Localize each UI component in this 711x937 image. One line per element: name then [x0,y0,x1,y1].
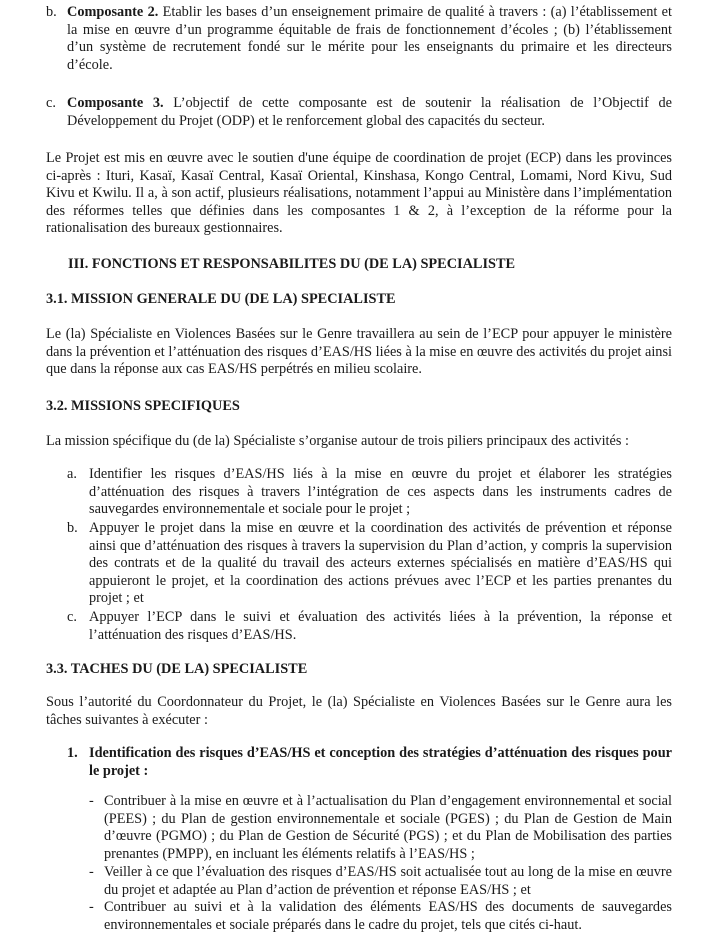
section-3-2-title: 3.2. MISSIONS SPECIFIQUES [46,398,240,414]
section-3-2-intro [46,433,672,451]
task-1-marker: 1. [67,745,78,761]
bullet-1-marker: - [89,793,94,809]
pillar-c [89,609,672,644]
pillar-c-text: Appuyer l’ECP dans le suivi et évaluation des activités liées à la prévention, la réponse et l’atténuation des risques d’EAS/HS. [89,609,672,643]
list-marker-b: b. [46,4,57,20]
section-3-3-title: 3.3. TACHES DU (DE LA) SPECIALISTE [46,661,308,677]
component-3-text: L’objectif de cette composante est de soutenir la réalisation de l’Objectif de Développement du Projet (ODP) et le renforcement global des capacités du secteur. [67,95,672,129]
project-paragraph-text: Le Projet est mis en œuvre avec le soutien d'une équipe de coordination de projet (ECP) dans les provinces ci-après : Ituri, Kasaï, Kasaï Central, Kasaï Oriental, Kinshasa, Kongo Central, Lomami, Nord Kivu, Sud Kivu et Kwilu. Il a, à son actif, plusieurs réalisations, notamment l’appui au Ministère dans l’implémentation des réformes telles que définies dans les composantes 1 & 2, à l’exception de la réforme pour la rationalisation des bureaux gestionnaires. [46,150,672,237]
pillar-b-marker: b. [67,520,78,536]
pillar-a-text: Identifier les risques d’EAS/HS liés à la mise en œuvre du projet et élaborer les stratégies d’atténuation des risques à travers l’intégration de ces aspects dans les instruments cadres de sauvegardes environnementale et sociale pour le projet ; [89,466,672,518]
section-3-title: III. FONCTIONS ET RESPONSABILITES DU (DE LA) SPECIALISTE [68,256,516,272]
bullet-3-marker: - [89,899,94,915]
bullet-2-text: Veiller à ce que l’évaluation des risques d’EAS/HS soit actualisée tout au long de la mise en œuvre du projet et adaptée au Plan d’action de prévention et réponse EAS/HS ; et [104,864,672,898]
section-3-3-intro [46,694,672,729]
pillar-b-text: Appuyer le projet dans la mise en œuvre et la coordination des activités de prévention et réponse ainsi que d’atténuation des risques à travers la supervision du Plan d’action, y compris la supervision des contrats et de la qualité du travail des acteurs externes spécialisés en matière d’EAS/HS qui appuieront le projet, et la coordination des actions prévues avec l’ECP et les parties prenantes du projet ; et [89,520,672,607]
list-marker-c: c. [46,95,56,111]
task-1-title [89,745,672,780]
bullet-1 [104,793,672,863]
component-3-label: Composante 3. [67,95,164,111]
component-2-paragraph [67,4,672,74]
section-3-1-paragraph [46,326,672,379]
component-2-label: Composante 2. [67,4,159,20]
bullet-2-marker: - [89,864,94,880]
pillar-a-marker: a. [67,466,77,482]
component-3-paragraph [67,95,672,130]
section-3-2-intro-text: La mission spécifique du (de la) Spécialiste s’organise autour de trois piliers principaux des activités : [46,433,629,449]
pillar-a [89,466,672,519]
section-3-1-title: 3.1. MISSION GENERALE DU (DE LA) SPECIALISTE [46,291,396,307]
bullet-3-text: Contribuer au suivi et à la validation des éléments EAS/HS des documents de sauvegardes environnementales et sociale préparés dans le cadre du projet, tels que cités ci-haut. [104,899,672,933]
bullet-3 [104,899,672,934]
section-3-3-intro-text: Sous l’autorité du Coordonnateur du Projet, le (la) Spécialiste en Violences Basées sur le Genre aura les tâches suivantes à exécuter : [46,694,672,728]
task-1-title-text: Identification des risques d’EAS/HS et conception des stratégies d’atténuation des risques pour le projet : [89,745,672,779]
pillar-b [89,520,672,608]
pillar-c-marker: c. [67,609,77,625]
section-3-1-text: Le (la) Spécialiste en Violences Basées sur le Genre travaillera au sein de l’ECP pour appuyer le ministère dans la prévention et l’atténuation des risques d’EAS/HS liées à la mise en œuvre des activités du projet ainsi que dans la réponse aux cas EAS/HS perpétrés en milieu scolaire. [46,326,672,378]
bullet-1-text: Contribuer à la mise en œuvre et à l’actualisation du Plan d’engagement environnemental et social (PEES) ; du Plan de gestion environnementale et sociale (PGES) ; du Plan de Gestion de Main d’œuvre (PGMO) ; du Plan de Gestion de Sécurité (PGS) ; et du Plan de Mobilisation des parties prenantes (PMPP), en incluant les éléments relatifs à l’EAS/HS ; [104,793,672,862]
component-2-text: Etablir les bases d’un enseignement primaire de qualité à travers : (a) l’établissement et la mise en œuvre d’un programme équitable de frais de fonctionnement d’écoles ; (b) l’établissement d’un système de recrutement fondé sur le mérite pour les enseignants du primaire et les directeurs d’école. [67,4,672,73]
project-paragraph [46,150,672,238]
bullet-2 [104,864,672,899]
